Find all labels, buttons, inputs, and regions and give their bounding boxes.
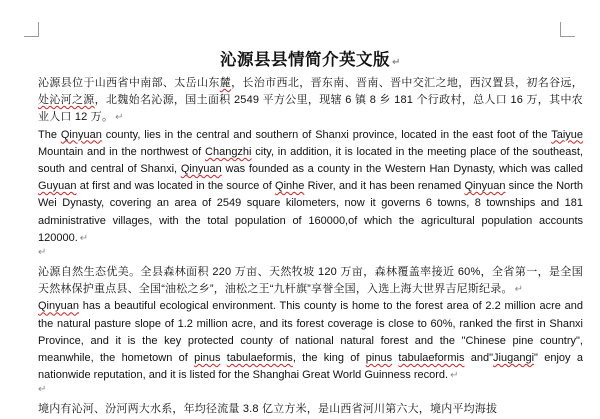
spellcheck-flag: Qinyuan [464,180,506,193]
crop-mark-top-right [560,22,575,37]
spellcheck-flag: tabulaeformis [398,352,465,365]
spellcheck-flag: pinus [194,352,221,365]
spellcheck-flag: 麓 [219,77,232,89]
document-title: 沁源县县情简介英文版 ↵ [220,51,401,69]
paragraph-mark-icon: ↵ [514,284,524,296]
spellcheck-flag: Taiyue [551,128,584,141]
paragraph-mark-icon: ↵ [392,57,401,68]
paragraph-mark-icon: ↵ [115,112,124,124]
empty-line [38,384,583,401]
spellcheck-flag: Qinyuan [38,300,79,313]
partial-next-paragraph: 境内有沁河、汾河两大水系，年均径流量 3.8 亿立方米，是山西省河川第六大，境内平均海拔 [38,403,498,416]
spellcheck-flag: Changzhi [205,145,252,158]
document-page[interactable] [38,46,584,416]
spellcheck-flag: pinus [365,352,393,365]
intro-paragraph-english: The Qinyuan county, lies in the central and southern of Shanxi province, located in the east foot of the Taiyue Mountain and in the northwest of Changzhi city, in addition, it is located in the meeting place of the southeast, south and central of Shanxi, Qinyuan was founded as a county in the Western Han Dynasty, which was called Guyuan at first and was located in the source of Qinhe River, and it has been renamed Qinyuan since the North Wei Dynasty, covering an area of 2549 square kilometers, now it governs 6 towns, 8 townships and 181 administrative villages, with the total population of 160000,of which the agricultural population accounts 120000. ↵ [38,128,584,244]
empty-line [38,247,583,264]
paragraph-mark-icon: ↵ [450,370,459,382]
spellcheck-flag: Qinyuan [180,163,222,176]
spellcheck-flag: Qinyuan [60,128,102,141]
page-corner-marks [0,0,600,40]
crop-mark-top-left [24,22,39,37]
paragraph-mark-icon: ↵ [79,232,89,244]
paragraph-mark-icon: ↵ [38,384,47,396]
spellcheck-flag: Qinhe [275,180,305,193]
spellcheck-flag: Guyuan [38,180,77,193]
ecology-paragraph-chinese: 沁源自然生态优美。全县森林面积 220 万亩、天然牧坡 120 万亩，森林覆盖率接近 60%，全省第一，是全国天然林保护重点县、全国“油松之乡”，油松之王“九杆旗”享誉全国，入选上海大世界吉尼斯纪录。 ↵ [38,266,583,296]
spellcheck-flag: tabulaeformis [226,352,293,365]
paragraph-mark-icon: ↵ [38,247,47,259]
intro-paragraph-chinese: 沁源县位于山西省中南部、太岳山东麓，长治市西北，晋东南、晋南、晋中交汇之地，西汉置县，初名谷远，处沁河之源，北魏始名沁源，国土面积 2549 平方公里，现辖 6 镇 8 乡 181 个行政村，总人口 16 万，其中农业人口 12 万。 ↵ [38,77,583,124]
ecology-paragraph-english: Qinyuan has a beautiful ecological environment. This county is home to the forest area of 2.2 million acre and the natural pasture slope of 1.2 million acre, and its forest coverage is close to 60%, ranked the first in Shanxi Province, and it is the key protected county of national natural forest and the "Chinese pine country", meanwhile, the hometown of pinus tabulaeformis, the king of pinus tabulaeformis and"Jiugangi" enjoy a nationwide reputation, and it is listed for the Shanghai Great World Guinness record. ↵ [38,300,583,382]
spellcheck-flag: 处沁河之源 [38,94,95,107]
spellcheck-flag: Jiugangi [493,352,535,365]
